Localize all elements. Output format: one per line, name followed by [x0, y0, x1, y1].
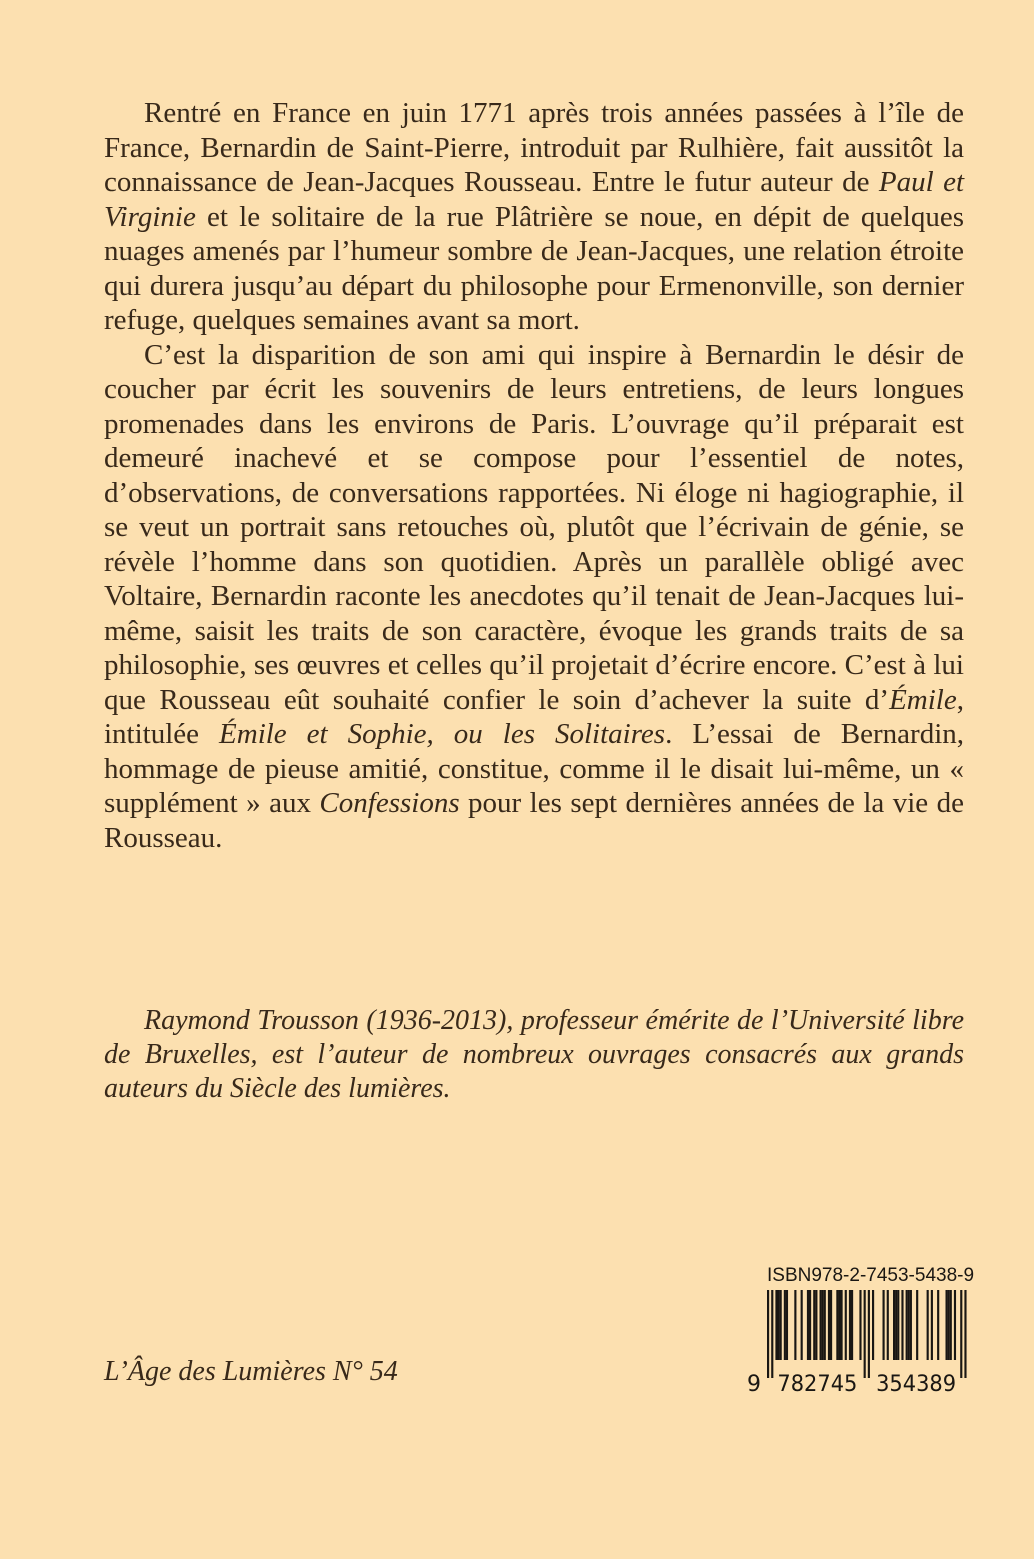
isbn-barcode-block [745, 1264, 975, 1394]
barcode-bar [908, 1290, 910, 1360]
barcode-bar [948, 1290, 950, 1360]
barcode-bar [794, 1290, 796, 1360]
barcode-digits-group2: 354389 [876, 1372, 957, 1394]
barcode-bar [883, 1290, 885, 1360]
barcode-bar [950, 1290, 952, 1360]
author-bio-paragraph [104, 1004, 964, 1106]
barcode-bar [859, 1290, 861, 1360]
work-title: Émile [889, 683, 957, 716]
barcode-bar [937, 1290, 939, 1360]
text-segment: , intitulée [104, 683, 964, 750]
barcode-digit-left: 9 [747, 1372, 761, 1394]
work-title: Paul et Virginie [104, 166, 964, 233]
synopsis-text [104, 96, 964, 855]
collection-label: L’Âge des Lumières N° 54 [104, 1356, 398, 1387]
barcode-bar [849, 1290, 851, 1360]
text-segment: C’est la disparition de son ami qui inspire à Bernardin le désir de coucher par écrit les souvenirs de leurs entretiens, de leurs longues promenades dans les environs de Paris. L’ouvrage qu’il préparait est demeuré inachevé et se compose pour l’essentiel de notes, d’observations, de conversations rapportées. Ni éloge ni hagiographie, il se veut un portrait sans retouches où, plutôt que l’écrivain de génie, se révèle l’homme dans son quotidien. Après un parallèle obligé avec Voltaire, Bernardin raconte les anecdotes qu’il tenait de Jean-Jacques lui-même, saisit les traits de son caractère, évoque les grands traits de sa philosophie, ses œuvres et celles qu’il projetait d’écrire encore. C’est à lui que Rousseau eût souhaité confier le soin d’achever la suite d’ [104, 338, 964, 716]
barcode-bar [916, 1290, 918, 1360]
text-segment: pour les sept dernières années de la vie de Rousseau. [104, 787, 964, 854]
barcode-bar [887, 1290, 889, 1360]
barcode-bar [767, 1290, 769, 1378]
barcode-bar [906, 1290, 908, 1360]
work-title: Émile et Sophie, ou les Solitaires [219, 718, 666, 750]
barcode-bar [778, 1290, 780, 1360]
barcode-bar [897, 1290, 899, 1360]
barcode-bar [868, 1290, 870, 1378]
barcode-bar [836, 1290, 838, 1360]
barcode-bar [784, 1290, 786, 1360]
barcode-bar [910, 1290, 912, 1360]
barcode-bar [931, 1290, 933, 1360]
barcode-bar [822, 1290, 824, 1360]
barcode-bar [828, 1290, 830, 1360]
barcode-bar [807, 1290, 809, 1360]
text-segment: . L’essai de Bernardin, hommage de pieuse amitié, constitue, comme il le disait lui-même, un « supplément » aux [104, 718, 964, 819]
barcode-bar [771, 1290, 773, 1378]
ean13-barcode [745, 1290, 971, 1394]
barcode-bar [780, 1290, 782, 1360]
barcode-bar [809, 1290, 811, 1360]
barcode-bar [901, 1290, 903, 1360]
barcode-bar [851, 1290, 853, 1360]
barcode-bar [830, 1290, 832, 1360]
barcode-bar [946, 1290, 948, 1360]
barcode-bar [824, 1290, 826, 1360]
barcode-bar [895, 1290, 897, 1360]
barcode-bar [775, 1290, 777, 1360]
barcode-bar [841, 1290, 843, 1360]
synopsis-paragraph [104, 338, 964, 856]
barcode-bar [838, 1290, 840, 1360]
barcode-bar [964, 1290, 966, 1378]
synopsis-paragraph [104, 96, 964, 338]
barcode-bar [927, 1290, 929, 1360]
isbn-label: ISBN [767, 1265, 812, 1286]
barcode-bar [815, 1290, 817, 1360]
barcode-digits-group1: 782745 [777, 1372, 858, 1394]
barcode-bar [954, 1290, 956, 1360]
barcode-bar [813, 1290, 815, 1360]
barcode-bar [960, 1290, 962, 1378]
barcode-bar [893, 1290, 895, 1360]
author-bio [104, 1004, 964, 1106]
text-segment: et le solitaire de la rue Plâtrière se noue, en dépit de quelques nuages amenés par l’humeur sombre de Jean-Jacques, une relation étroite qui durera jusqu’au départ du philosophe pour Ermenonville, son dernier refuge, quelques semaines avant sa mort. [104, 200, 964, 336]
work-title: Raymond Trousson (1936-2013), professeur émérite de l’Université libre de Bruxelles, est l’auteur de nombreux ouvrages consacrés aux grands auteurs du Siècle des lumières. [104, 1005, 964, 1104]
barcode-bar [872, 1290, 874, 1360]
text-segment: Rentré en France en juin 1771 après trois années passées à l’île de France, Bernardin de Saint-Pierre, introduit par Rulhière, fait aussitôt la connaissance de Jean-Jacques Rousseau. Entre le futur auteur de [104, 97, 964, 198]
isbn-number: 978-2-7453-5438-9 [811, 1265, 975, 1286]
barcode-bar [864, 1290, 866, 1378]
barcode-bar [801, 1290, 803, 1360]
isbn-line [767, 1264, 975, 1288]
barcode-bar [786, 1290, 788, 1360]
work-title: Confessions [319, 787, 460, 819]
barcode-bar [820, 1290, 822, 1360]
barcode-bar [845, 1290, 847, 1360]
